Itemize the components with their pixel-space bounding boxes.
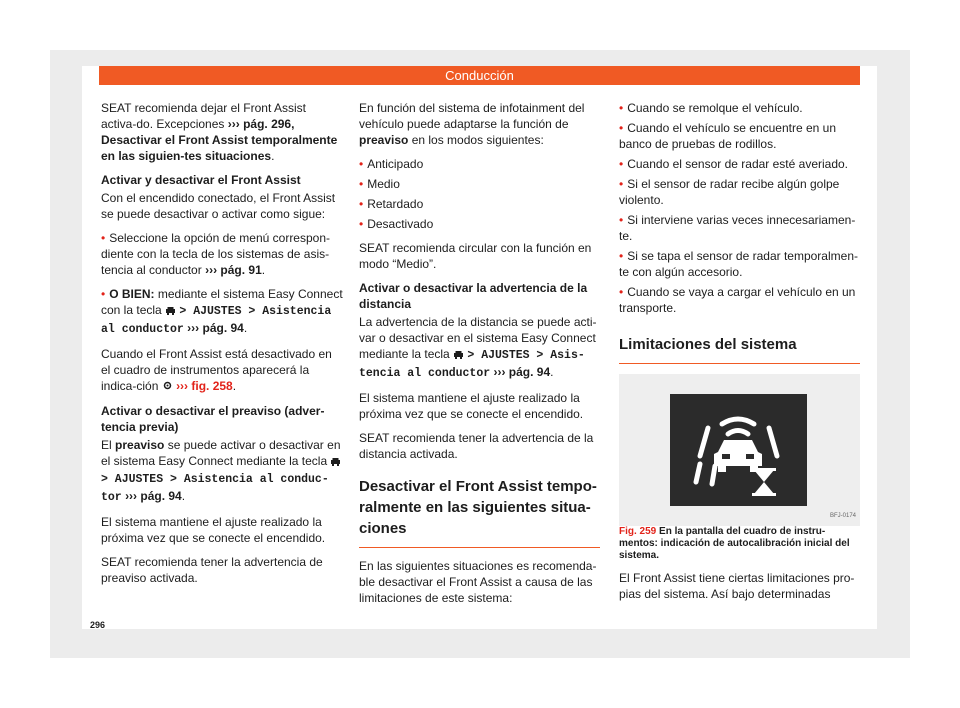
list-item: • Cuando se remolque el vehículo. [619,100,860,116]
auto-calibration-icon [670,394,807,506]
list-item: • Si el sensor de radar recibe algún golpe violento. [619,176,860,208]
figure-caption: Fig. 259 En la pantalla del cuadro de instru-mentos: indicación de autocalibración inicial del sistema. [619,526,850,561]
list-item: • Medio [359,176,600,192]
car-menu-icon [453,347,464,363]
figure-259 [619,374,860,526]
paragraph: Con el encendido conectado, el Front Assist se puede desactivar o activar como sigue: [101,191,336,221]
paragraph: SEAT recomienda tener la advertencia de preaviso activada. [101,554,323,585]
column-3 [619,100,860,610]
page-number: 296 [90,620,106,630]
list-item: • Cuando se vaya a cargar el vehículo en un transporte. [619,284,860,316]
subheading-preaviso: Activar o desactivar el preaviso (adver-tencia previa) [101,403,325,434]
paragraph: La advertencia de la distancia se puede acti-var o desactivar en el sistema Easy Connect mediante la tecla > AJUSTES > Asis-tencia al conductor ››› pág. 94. [359,315,597,380]
page-reference[interactable]: ››› pág. 296, Desactivar el Front Assist temporalmente en las siguien-tes situaciones [101,117,338,163]
page-reference[interactable]: ››› pág. 94 [187,321,244,335]
paragraph: El sistema mantiene el ajuste realizado la próxima vez que se conecte el encendido. [359,391,584,421]
menu-path: > AJUSTES > Asis-tencia al conductor [359,349,585,380]
figure-code: BFJ-0174 [829,513,856,519]
paragraph: En función del sistema de infotainment del vehículo puede adaptarse la función de preaviso en los modos siguientes: [359,101,585,147]
section-title-deactivate: Desactivar el Front Assist tempo-ralmente en las siguientes situa-ciones [359,476,600,548]
paragraph: SEAT recomienda tener la advertencia de la distancia activada. [359,431,594,461]
paragraph: SEAT recomienda circular con la función en modo “Medio”. [359,241,592,271]
paragraph: El preaviso se puede activar o desactivar en el sistema Easy Connect mediante la tecla > AJUSTES > Asistencia al conduc-tor ››› pág. 94. [101,437,341,504]
page-reference[interactable]: ››› pág. 94 [493,365,551,379]
figure-reference[interactable]: ››› fig. 258 [176,379,233,393]
list-item: • Retardado [359,196,600,212]
page-reference[interactable]: ››› pág. 94 [125,488,182,503]
list-item: • Seleccione la opción de menú correspon-diente con la tecla de los sistemas de asis-tencia al conductor ››› pág. 91. [101,230,343,278]
car-menu-icon [330,454,341,470]
paragraph: Cuando el Front Assist está desactivado en el cuadro de instrumentos aparecerá la indica-ción ››› fig. 258. [101,347,332,393]
list-item: • O BIEN: mediante el sistema Easy Connect con la tecla > AJUSTES > Asistencia al conductor ››› pág. 94. [101,286,343,338]
list-item: • Si interviene varias veces innecesariamen-te. [619,212,860,244]
intro-paragraph: SEAT recomienda dejar el Front Assist activa-do. Excepciones ››› pág. 296, Desactivar el Front Assist temporalmente en las siguien-tes situaciones. [101,101,338,163]
subheading-activate-front-assist: Activar y desactivar el Front Assist [101,173,301,187]
instrument-display [670,394,807,506]
column-1 [101,100,343,594]
list-item: • Cuando el sensor de radar esté averiado. [619,156,860,172]
paragraph: El sistema mantiene el ajuste realizado la próxima vez que se conecte el encendido. [101,514,326,545]
list-item: • Cuando el vehículo se encuentre en un banco de pruebas de rodillos. [619,120,860,152]
list-item: • Desactivado [359,216,600,232]
section-title-limitations: Limitaciones del sistema [619,334,860,364]
chapter-header: Conducción [99,66,860,85]
mode-list [359,156,600,232]
front-assist-off-icon [162,379,173,395]
paragraph: En las siguientes situaciones es recomenda-ble desactivar el Front Assist a causa de las limitaciones de este sistema: [359,559,597,605]
page-reference[interactable]: ››› pág. 91 [205,263,262,277]
column-2 [359,100,600,614]
menu-path: > AJUSTES > Asistencia al conduc-tor [101,472,329,504]
menu-path: > AJUSTES > Asistencia al conductor [101,305,332,336]
paragraph: El Front Assist tiene ciertas limitaciones pro-pias del sistema. Así bajo determinadas [619,571,855,601]
list-item: • Anticipado [359,156,600,172]
car-menu-icon [165,303,176,319]
list-item: • Si se tapa el sensor de radar temporalmen-te con algún accesorio. [619,248,860,280]
subheading-distance-warning: Activar o desactivar la advertencia de la distancia [359,281,588,311]
